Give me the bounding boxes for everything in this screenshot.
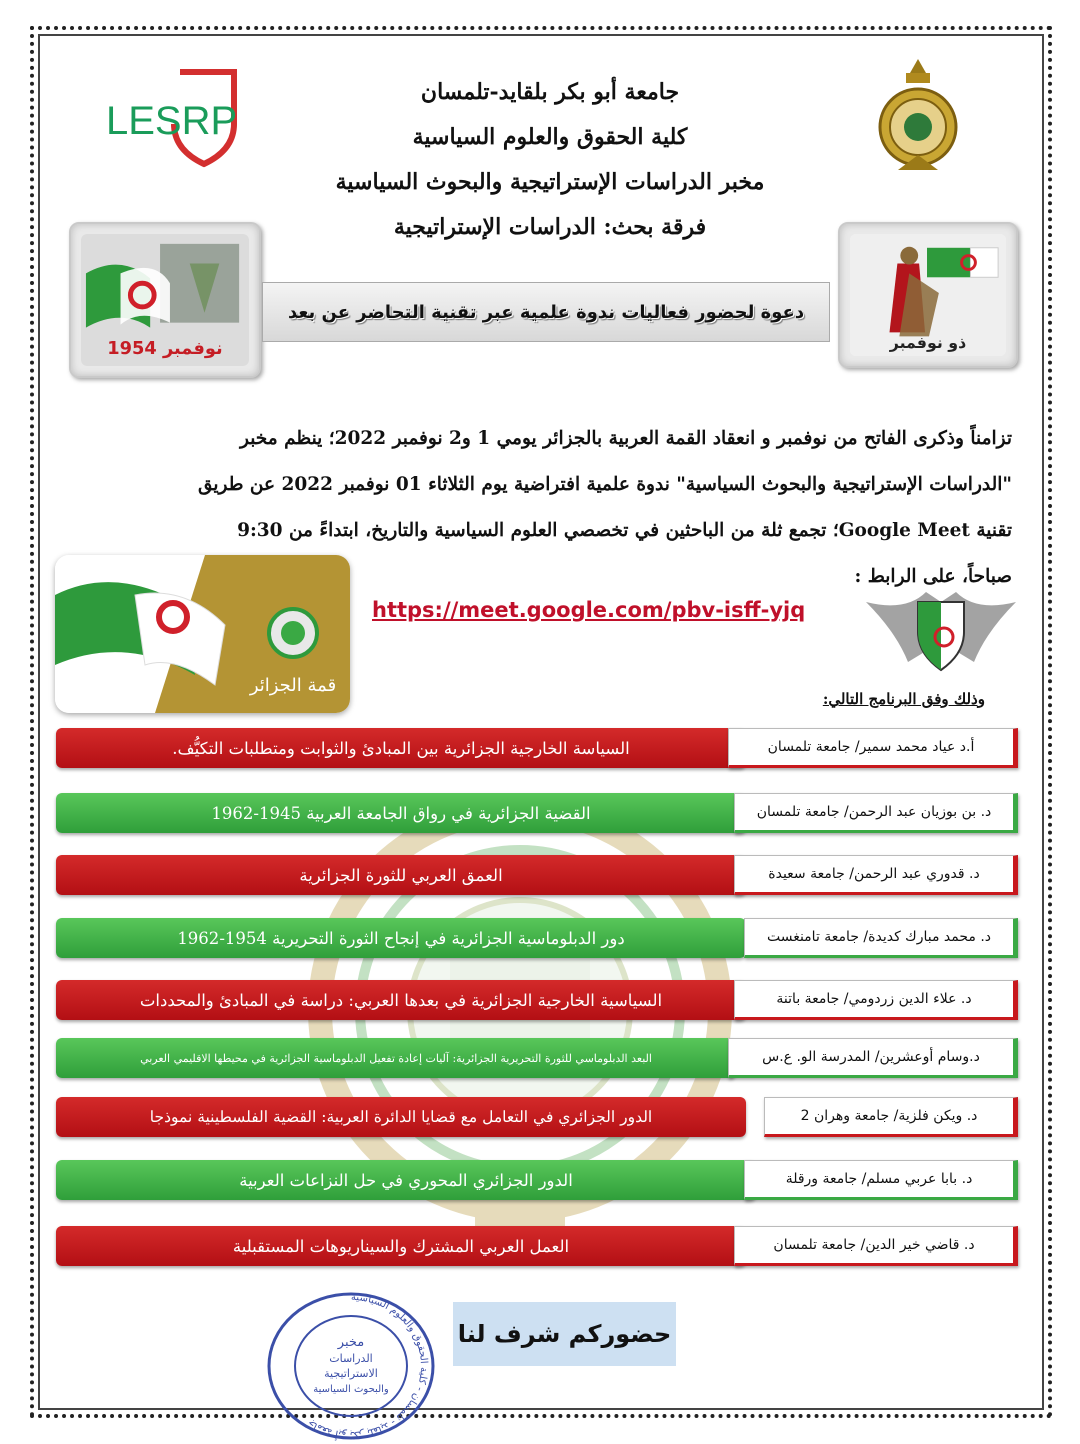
program-topic: السياسة الخارجية الجزائرية بين المبادئ والثوابت ومتطلبات التكيُّف. (56, 728, 746, 768)
program-row-7 (56, 1097, 1018, 1137)
program-speaker: د. قدوري عبد الرحمن/ جامعة سعيدة (734, 855, 1018, 895)
program-speaker: د. بابا عربي مسلم/ جامعة ورقلة (744, 1160, 1018, 1200)
lab-name: مخبر الدراسات الإستراتيجية والبحوث السياسية (335, 169, 765, 195)
program-topic: السياسية الخارجية الجزائرية في بعدها العربي: دراسة في المبادئ والمحددات (56, 980, 746, 1020)
program-row-1 (56, 728, 1018, 768)
google-meet-link[interactable]: https://meet.google.com/pbv-isff-yjq (372, 598, 806, 622)
program-speaker: أ.د عياد محمد سمير/ جامعة تلمسان (728, 728, 1018, 768)
arab-summit-banner (55, 555, 350, 713)
program-speaker: د.وسام أوعشرين/ المدرسة الو. ع.س (728, 1038, 1018, 1078)
right-photo-caption: ذو نوفمبر (889, 333, 967, 353)
stamp-line-4: والبحوث السياسية (313, 1384, 389, 1395)
program-topic: الدور الجزائري في التعامل مع قضايا الدائرة العربية: القضية الفلسطينية نموذجا (56, 1097, 746, 1137)
program-topic: البعد الدبلوماسي للثورة التحريرية الجزائرية: آليات إعادة تفعيل الدبلوماسية الجزائرية في محيطها الاقليمي العربي (56, 1038, 736, 1078)
stamp-outer-text: جامعة أبو بكر بلقايد - تلمسان - كلية الحقوق والعلوم السياسية (305, 1291, 429, 1441)
shield-emblem-icon (866, 582, 1016, 674)
program-speaker: د. علاء الدين زردومي/ جامعة باتنة (734, 980, 1018, 1020)
program-topic: الدور الجزائري المحوري في حل النزاعات العربية (56, 1160, 756, 1200)
program-speaker: د. قاضي خير الدين/ جامعة تلمسان (734, 1226, 1018, 1266)
university-emblem-icon (868, 55, 968, 180)
program-row-5 (56, 980, 1018, 1020)
stamp-line-3: الاستراتيجية (324, 1367, 378, 1380)
lesrp-logo-text: LESRP (106, 99, 238, 143)
research-team: فرقة بحث: الدراسات الإستراتيجية (393, 214, 707, 240)
university-name: جامعة أبو بكر بلقايد-تلمسان (420, 79, 680, 105)
program-intro: وذلك وفق البرنامج التالي: (822, 690, 985, 708)
program-topic: العمق العربي للثورة الجزائرية (56, 855, 746, 895)
intro-line-2: "الدراسات الإستراتيجية والبحوث السياسية" ندوة علمية افتراضية يوم الثلاثاء 01 نوفمبر 2022 عن طريق (197, 474, 1012, 495)
program-topic: دور الدبلوماسية الجزائرية في إنجاح الثورة التحريرية 1954-1962 (56, 918, 746, 958)
program-row-9 (56, 1226, 1018, 1266)
program-row-4 (56, 918, 1018, 958)
intro-line-3: تقنية Google Meet؛ تجمع ثلة من الباحثين في تخصصي العلوم السياسية والتاريخ، ابتداءً من 9:30 (237, 520, 1012, 541)
program-topic: العمل العربي المشترك والسيناريوهات المستقبلية (56, 1226, 746, 1266)
left-photo-caption: نوفمبر 1954 (107, 339, 223, 360)
intro-line-1: تزامناً وذكرى الفاتح من نوفمبر و انعقاد القمة العربية بالجزائر يومي 1 و2 نوفمبر 2022؛ ينظم مخبر (240, 428, 1012, 449)
faculty-name: كلية الحقوق والعلوم السياسية (412, 124, 688, 150)
program-speaker: د. بن بوزيان عبد الرحمن/ جامعة تلمسان (734, 793, 1018, 833)
header-block (290, 70, 810, 250)
program-speaker: د. ويكن فلزية/ جامعة وهران 2 (764, 1097, 1018, 1137)
closing-message: حضوركم شرف لنا (453, 1302, 676, 1366)
program-row-6 (56, 1038, 1018, 1078)
program-topic: القضية الجزائرية في رواق الجامعة العربية 1945-1962 (56, 793, 746, 833)
invitation-title: دعوة لحضور فعاليات ندوة علمية عبر تقنية التحاضر عن بعد (262, 282, 830, 342)
program-row-8 (56, 1160, 1018, 1200)
lesrp-logo (104, 68, 240, 168)
program-row-2 (56, 793, 1018, 833)
november-photo-left (69, 222, 261, 378)
program-row-3 (56, 855, 1018, 895)
program-speaker: د. محمد مبارك كديدة/ جامعة تامنغست (744, 918, 1018, 958)
november-photo-right (838, 222, 1018, 368)
stamp-line-2: الدراسات (329, 1352, 373, 1365)
intro-line-4: صباحاً، على الرابط : (854, 566, 1012, 587)
stamp-line-1: مخبر (337, 1335, 365, 1350)
summit-banner-text: قمة الجزائر (249, 675, 337, 696)
official-stamp-icon (262, 1290, 440, 1442)
